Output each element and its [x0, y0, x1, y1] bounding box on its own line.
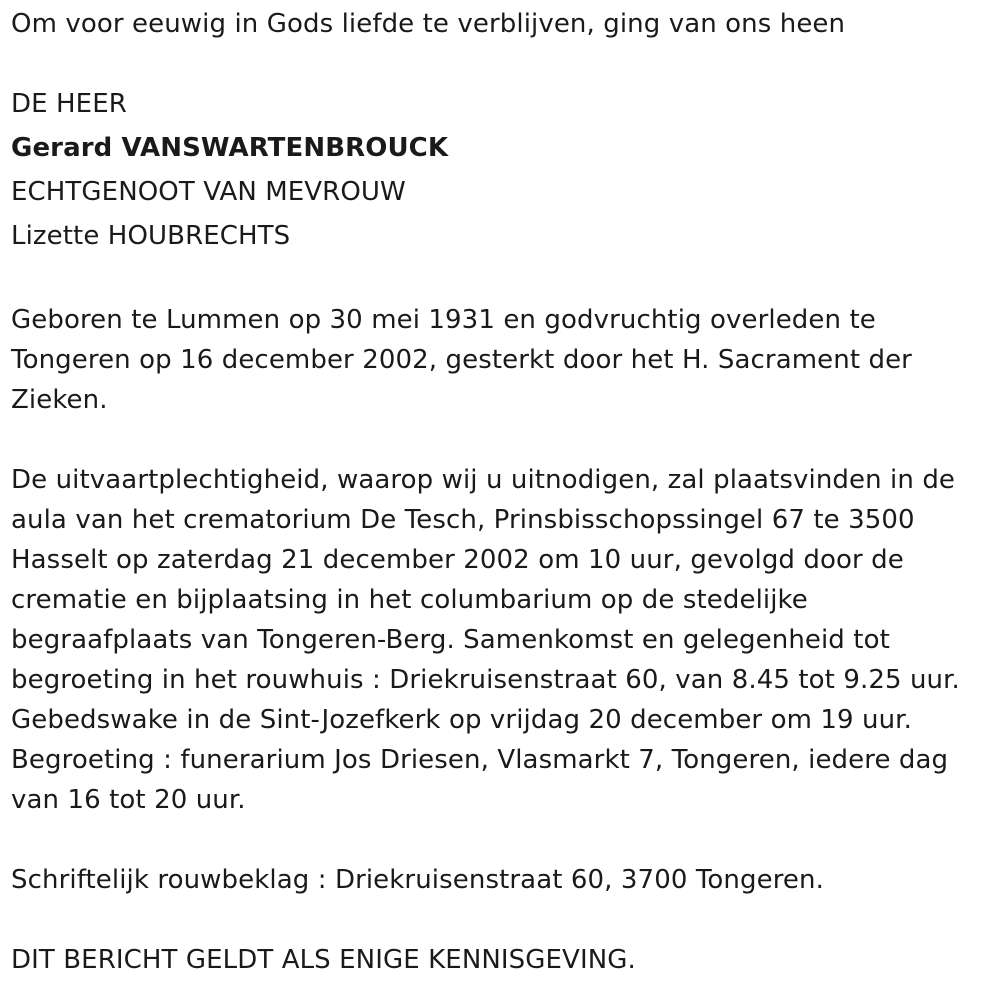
intro-text: Om voor eeuwig in Gods liefde te verblijven, ging van ons heen [11, 9, 846, 39]
spacer [11, 44, 988, 84]
paragraph-line: Zieken. [11, 385, 108, 415]
condolence-address: Schriftelijk rouwbeklag : Driekruisenstraat 60, 3700 Tongeren. [11, 865, 824, 895]
closing-statement: DIT BERICHT GELDT ALS ENIGE KENNISGEVING. [11, 945, 636, 975]
paragraph-line: begraafplaats van Tongeren-Berg. Samenkomst en gelegenheid tot [11, 625, 890, 655]
paragraph-line: van 16 tot 20 uur. [11, 785, 246, 815]
spacer [11, 420, 988, 460]
spacer [11, 820, 988, 860]
spouse-name: Lizette HOUBRECHTS [11, 221, 291, 251]
paragraph-line: Begroeting : funerarium Jos Driesen, Vlasmarkt 7, Tongeren, iedere dag [11, 745, 949, 775]
deceased-name: Gerard VANSWARTENBROUCK [11, 133, 449, 163]
paragraph-line: crematie en bijplaatsing in het columbarium op de stedelijke [11, 585, 808, 615]
birth-death-paragraph [11, 300, 988, 420]
spacer [11, 900, 988, 940]
paragraph-line: De uitvaartplechtigheid, waarop wij u uitnodigen, zal plaatsvinden in de [11, 465, 956, 495]
paragraph-line: Hasselt op zaterdag 21 december 2002 om 10 uur, gevolgd door de [11, 545, 904, 575]
paragraph-line: begroeting in het rouwhuis : Driekruisenstraat 60, van 8.45 tot 9.25 uur. [11, 665, 960, 695]
paragraph-line: Tongeren op 16 december 2002, gesterkt door het H. Sacrament der [11, 345, 912, 375]
ceremony-paragraph [11, 460, 988, 820]
title-prefix: DE HEER [11, 89, 127, 119]
spacer [11, 260, 988, 300]
paragraph-line: Gebedswake in de Sint-Jozefkerk op vrijdag 20 december om 19 uur. [11, 705, 912, 735]
spouse-title: ECHTGENOOT VAN MEVROUW [11, 177, 406, 207]
paragraph-line: Geboren te Lummen op 30 mei 1931 en godvruchtig overleden te [11, 305, 876, 335]
paragraph-line: aula van het crematorium De Tesch, Prinsbisschopssingel 67 te 3500 [11, 505, 915, 535]
